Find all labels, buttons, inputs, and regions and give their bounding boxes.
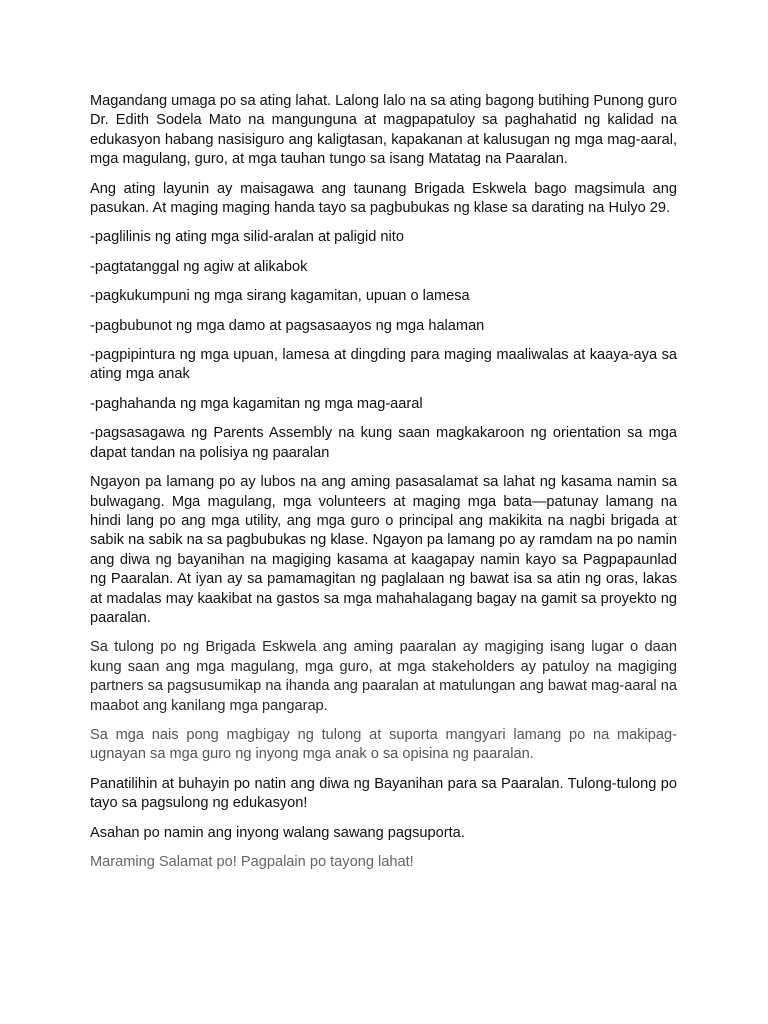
gratitude-paragraph: Ngayon pa lamang po ay lubos na ang aming pasasalamat sa lahat ng kasama namin sa bulwagang. Mga magulang, mga volunteers at maging mga bata—patunay lamang na hindi lang po ang mga utility, ang mga guro o principal ang makikita na nagbi brigada at sabik na sabik na sa pagbubukas ng klase. Ngayon pa lamang po ay ramdam na po namin ang diwa ng bayanihan na magiging kasama at kaagapay namin kayo sa Pagpapaunlad ng Paaralan. At iyan ay sa pamamagitan ng paglalaan ng bawat isa sa atin ng oras, lakas at madalas may kaakibat na gastos sa mga mahahalagang bagay na gamit sa proyekto ng paaralan. (90, 474, 677, 626)
closing-line: Maraming Salamat po! Pagpalain po tayong lahat! (90, 854, 414, 870)
support-thanks-line: Asahan po namin ang inyong walang sawang pagsuporta. (90, 824, 465, 841)
activity-item: -paglilinis ng ating mga silid-aralan at paligid nito (90, 229, 404, 246)
activity-item: -pagbubunot ng mga damo at pagsasaayos ng mga halaman (90, 317, 485, 334)
document-page (90, 92, 677, 882)
activity-item: -pagtatanggal ng agiw at alikabok (90, 258, 308, 275)
greeting-paragraph: Magandang umaga po sa ating lahat. Lalong lalo na sa ating bagong butihing Punong guro Dr. Edith Sodela Mato na mangunguna at magpapatuloy sa paghahatid ng kalidad na edukasyon habang nasisiguro ang kaligtasan, kapakanan at kalusugan ng mga mag-aaral, mga magulang, guro, at mga tauhan tungo sa isang Matatag na Paaralan. (90, 93, 677, 168)
activity-item: -paghahanda ng mga kagamitan ng mga mag-aaral (90, 395, 423, 412)
activity-item: -pagpipintura ng mga upuan, lamesa at dingding para maging maaliwalas at kaaya-aya sa ating mga anak (90, 347, 677, 383)
brigada-paragraph: Sa tulong po ng Brigada Eskwela ang aming paaralan ay magiging isang lugar o daan kung saan ang mga magulang, mga guro, at mga stakeholders ay patuloy na magiging partners sa pagsusumikap na ihanda ang paaralan at matulungan ang bawat mag-aaral na maabot ang kanilang mga pangarap. (90, 639, 677, 714)
bayanihan-paragraph: Panatilihin at buhayin po natin ang diwa ng Bayanihan para sa Paaralan. Tulong-tulong po tayo sa pagsulong ng edukasyon! (90, 775, 677, 812)
activity-item: -pagsasagawa ng Parents Assembly na kung saan magkakaroon ng orientation sa mga dapat tandan na polisiya ng paaralan (90, 425, 677, 461)
support-paragraph: Sa mga nais pong magbigay ng tulong at suporta mangyari lamang po na makipag-ugnayan sa mga guro ng inyong mga anak o sa opisina ng paaralan. (90, 726, 677, 763)
objective-paragraph: Ang ating layunin ay maisagawa ang taunang Brigada Eskwela bago magsimula ang pasukan. At maging maging handa tayo sa pagbubukas ng klase sa darating na Hulyo 29. (90, 180, 677, 217)
activity-item: -pagkukumpuni ng mga sirang kagamitan, upuan o lamesa (90, 288, 470, 305)
